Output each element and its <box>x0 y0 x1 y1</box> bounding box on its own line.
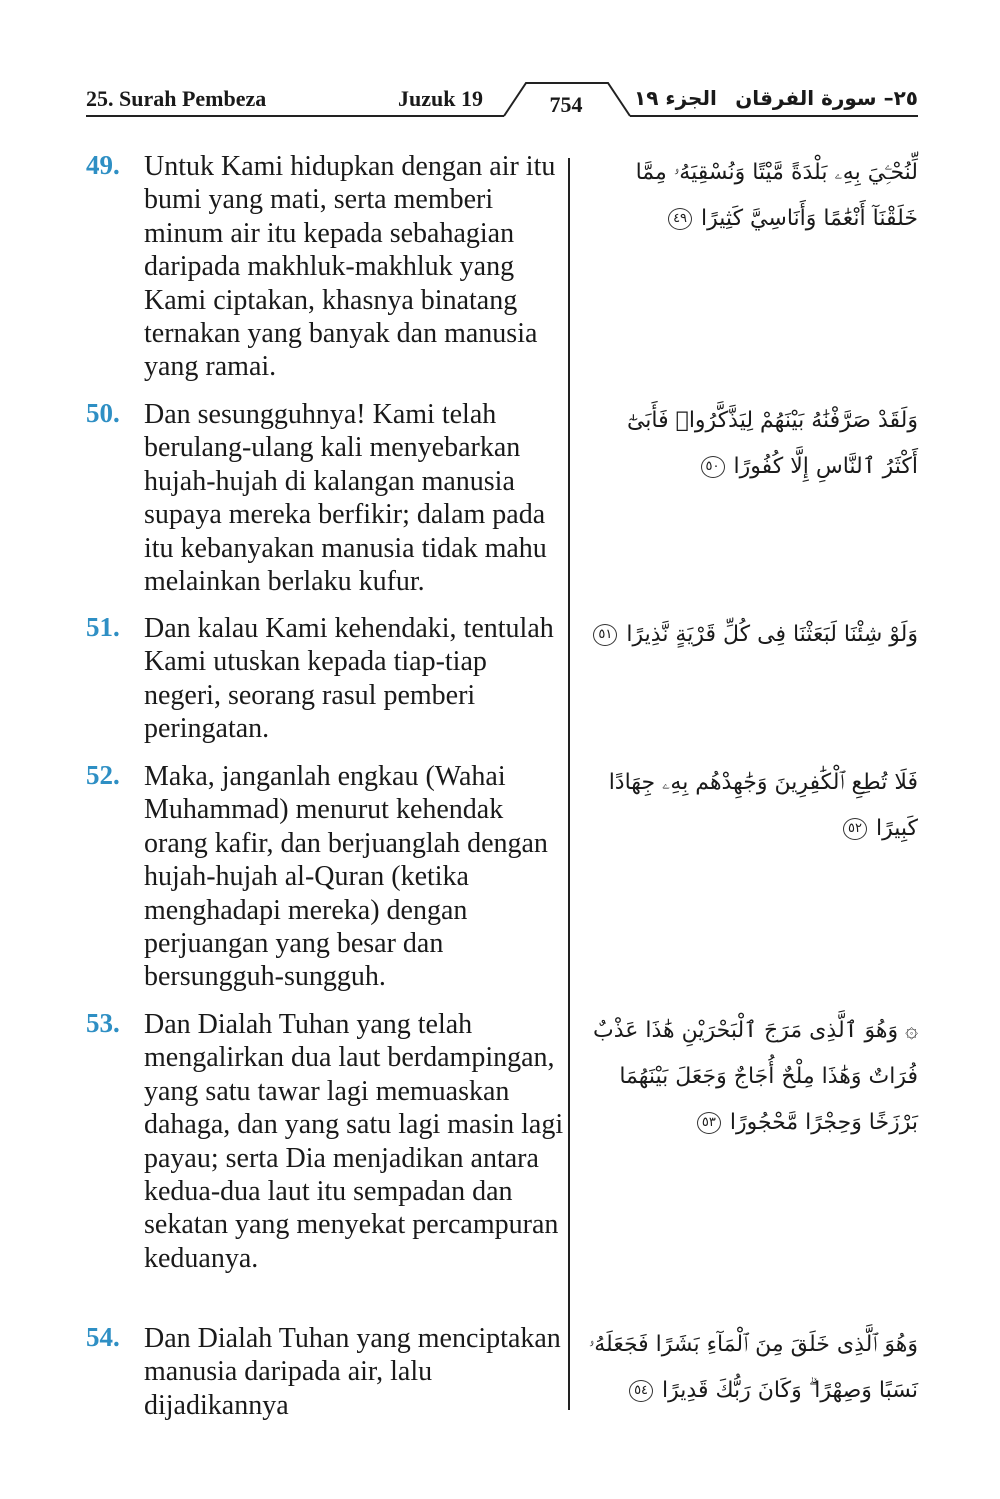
verse-number: 54. <box>86 1322 120 1352</box>
juz-label-arabic: الجزء ١٩ <box>634 86 717 110</box>
verse-translation: Maka, janganlah engkau (Wahai Muhammad) menurut kehendak orang kafir, dan berjuanglah dengan hujah-hujah al-Quran (ketika menghadapi mereka) dengan perjuangan yang besar dan bersungguh-sungguh. <box>144 761 548 993</box>
arabic-text: وَلَقَدْ صَرَّفْنَٰهُ بَيْنَهُمْ لِيَذَّكَّرُوا۟ فَأَبَىٰٓ أَكْثَرُ ٱلنَّاسِ إِلَّا كُفُورًا <box>626 408 918 479</box>
verse-54-arabic <box>588 1322 918 1414</box>
verse-number: 49. <box>86 150 120 180</box>
page-number: 754 <box>549 92 583 117</box>
verse-translation: Dan sesungguhnya! Kami telah berulang-ulang kali menyebarkan hujah-hujah di kalangan manusia supaya mereka berfikir; dalam pada itu kebanyakan manusia tidak mahu melainkan berlaku kufur. <box>144 399 547 598</box>
juz-label-latin: Juzuk 19 <box>398 86 483 111</box>
verse-number: 52. <box>86 760 120 790</box>
page-header <box>86 80 918 117</box>
verse-translation: Dan Dialah Tuhan yang telah mengalirkan dua laut berdampingan, yang satu tawar lagi memuaskan dahaga, dan yang satu lagi masin lagi payau; serta Dia menjadikan antara kedua-dua laut itu sempadan dan sekatan yang menyekat percampuran keduanya. <box>144 1009 564 1274</box>
arabic-text: فَلَا تُطِعِ ٱلْكَٰفِرِينَ وَجَٰهِدْهُم بِهِۦ جِهَادًا كَبِيرًا <box>608 770 918 841</box>
surah-title-arabic: ٢٥– سورة الفرقان <box>735 86 918 110</box>
verse-52-arabic <box>588 760 918 852</box>
arabic-text: وَلَوْ شِئْنَا لَبَعَثْنَا فِى كُلِّ قَرْيَةٍ نَّذِيرًا <box>626 622 918 647</box>
verse-number: 50. <box>86 398 120 428</box>
ayah-end-marker: ٥٣ <box>697 1112 721 1134</box>
verse-translation: Dan Dialah Tuhan yang menciptakan manusia daripada air, lalu dijadikannya <box>144 1323 561 1421</box>
arabic-text: لِّنُحْـِۧيَ بِهِۦ بَلْدَةً مَّيْتًا وَنُسْقِيَهُۥ مِمَّا خَلَقْنَآ أَنْعَٰمًا وَأَنَاسِيَّ كَثِيرًا <box>635 160 918 231</box>
surah-title-latin: 25. Surah Pembeza <box>86 86 267 111</box>
ayah-end-marker: ٤٩ <box>668 208 692 230</box>
verse-53-arabic <box>588 1008 918 1146</box>
verse-50-arabic <box>588 398 918 490</box>
ayah-end-marker: ٥٠ <box>701 456 725 478</box>
arabic-text: ۞ وَهُوَ ٱلَّذِى مَرَجَ ٱلْبَحْرَيْنِ هَٰذَا عَذْبٌ فُرَاتٌ وَهَٰذَا مِلْحٌ أُجَاجٌ وَجَعَلَ بَيْنَهُمَا بَرْزَخًا وَحِجْرًا مَّحْجُورًا <box>592 1018 918 1135</box>
ayah-end-marker: ٥١ <box>593 624 617 646</box>
verse-translation: Dan kalau Kami kehendaki, tentulah Kami utuskan kepada tiap-tiap negeri, seorang rasul pemberi peringatan. <box>144 613 554 745</box>
verse-49-arabic <box>588 150 918 242</box>
verse-number: 51. <box>86 612 120 642</box>
arabic-text: وَهُوَ ٱلَّذِى خَلَقَ مِنَ ٱلْمَآءِ بَشَرًا فَجَعَلَهُۥ نَسَبًا وَصِهْرًا ۗ وَكَانَ رَبُّكَ قَدِيرًا <box>588 1332 918 1403</box>
verse-number: 53. <box>86 1008 120 1038</box>
ayah-end-marker: ٥٤ <box>629 1380 653 1402</box>
ayah-end-marker: ٥٢ <box>843 818 867 840</box>
verse-51-arabic <box>588 612 918 658</box>
verse-translation: Untuk Kami hidupkan dengan air itu bumi yang mati, serta memberi minum air itu kepada sebahagian daripada makhluk-makhluk yang Kami ciptakan, khasnya binatang ternakan yang banyak dan manusia yang ramai. <box>144 151 556 383</box>
column-divider <box>568 158 570 1410</box>
